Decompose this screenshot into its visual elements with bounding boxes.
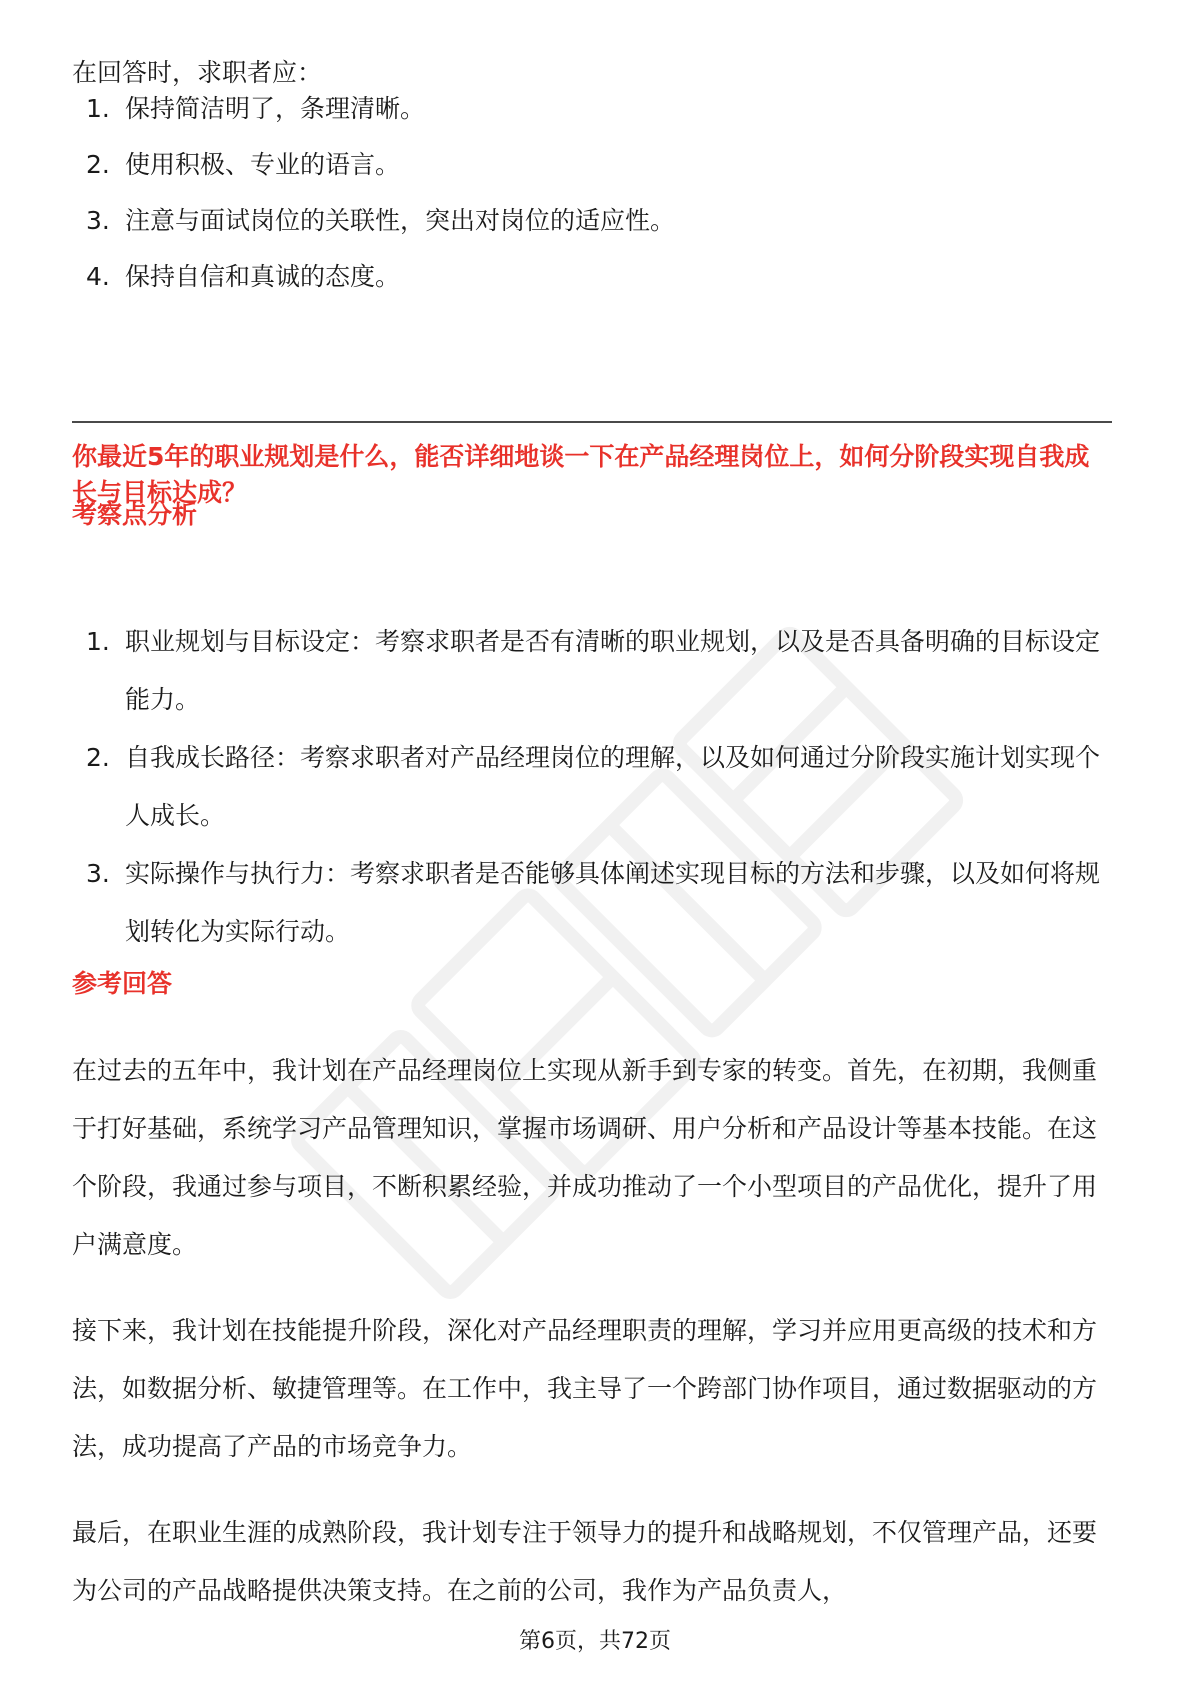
list-number: 3. (86, 206, 110, 235)
analysis-list (72, 613, 1112, 961)
list-item (72, 91, 1112, 127)
intro-text: 在回答时，求职者应： (72, 58, 323, 87)
list-item-text: 注意与面试岗位的关联性，突出对岗位的适应性。 (125, 206, 676, 235)
answer-paragraph: 最后，在职业生涯的成熟阶段，我计划专注于领导力的提升和战略规划，不仅管理产品，还要为公司的产品战略提供决策支持。在之前的公司，我作为产品负责人， (72, 1518, 1098, 1605)
list-number: 1. (86, 94, 110, 123)
question-heading: 你最近5年的职业规划是什么，能否详细地谈一下在产品经理岗位上，如何分阶段实现自我成长与目标达成？ (72, 442, 1090, 507)
list-item-text: 自我成长路径：考察求职者对产品经理岗位的理解，以及如何通过分阶段实施计划实现个人成长。 (125, 743, 1101, 830)
list-item (72, 203, 1112, 239)
list-item-text: 实际操作与执行力：考察求职者是否能够具体阐述实现目标的方法和步骤，以及如何将规划转化为实际行动。 (125, 859, 1101, 946)
list-number: 1. (86, 627, 110, 656)
page-footer: 第6页，共72页 (519, 1629, 671, 1654)
page-content (72, 55, 1112, 315)
list-item (72, 729, 1112, 845)
answer-heading: 参考回答 (72, 969, 173, 998)
tips-list (72, 91, 1112, 295)
list-item-text: 使用积极、专业的语言。 (125, 150, 401, 179)
list-number: 2. (86, 150, 110, 179)
list-item (72, 613, 1112, 729)
list-item-text: 保持简洁明了，条理清晰。 (125, 94, 426, 123)
list-number: 3. (86, 859, 110, 888)
answer-body (72, 1042, 1112, 1648)
analysis-heading: 考察点分析 (72, 500, 198, 529)
answer-paragraph: 接下来，我计划在技能提升阶段，深化对产品经理职责的理解，学习并应用更高级的技术和方法，如数据分析、敏捷管理等。在工作中，我主导了一个跨部门协作项目，通过数据驱动的方法，成功提高了产品的市场竞争力。 (72, 1316, 1098, 1461)
answer-paragraph: 在过去的五年中，我计划在产品经理岗位上实现从新手到专家的转变。首先，在初期，我侧重于打好基础，系统学习产品管理知识，掌握市场调研、用户分析和产品设计等基本技能。在这个阶段，我通过参与项目，不断积累经验，并成功推动了一个小型项目的产品优化，提升了用户满意度。 (72, 1056, 1098, 1259)
list-number: 4. (86, 262, 110, 291)
list-item-text: 保持自信和真诚的态度。 (125, 262, 401, 291)
list-number: 2. (86, 743, 110, 772)
list-item (72, 147, 1112, 183)
list-item (72, 259, 1112, 295)
list-item (72, 845, 1112, 961)
list-item-text: 职业规划与目标设定：考察求职者是否有清晰的职业规划，以及是否具备明确的目标设定能力。 (125, 627, 1101, 714)
section-divider (72, 421, 1112, 423)
